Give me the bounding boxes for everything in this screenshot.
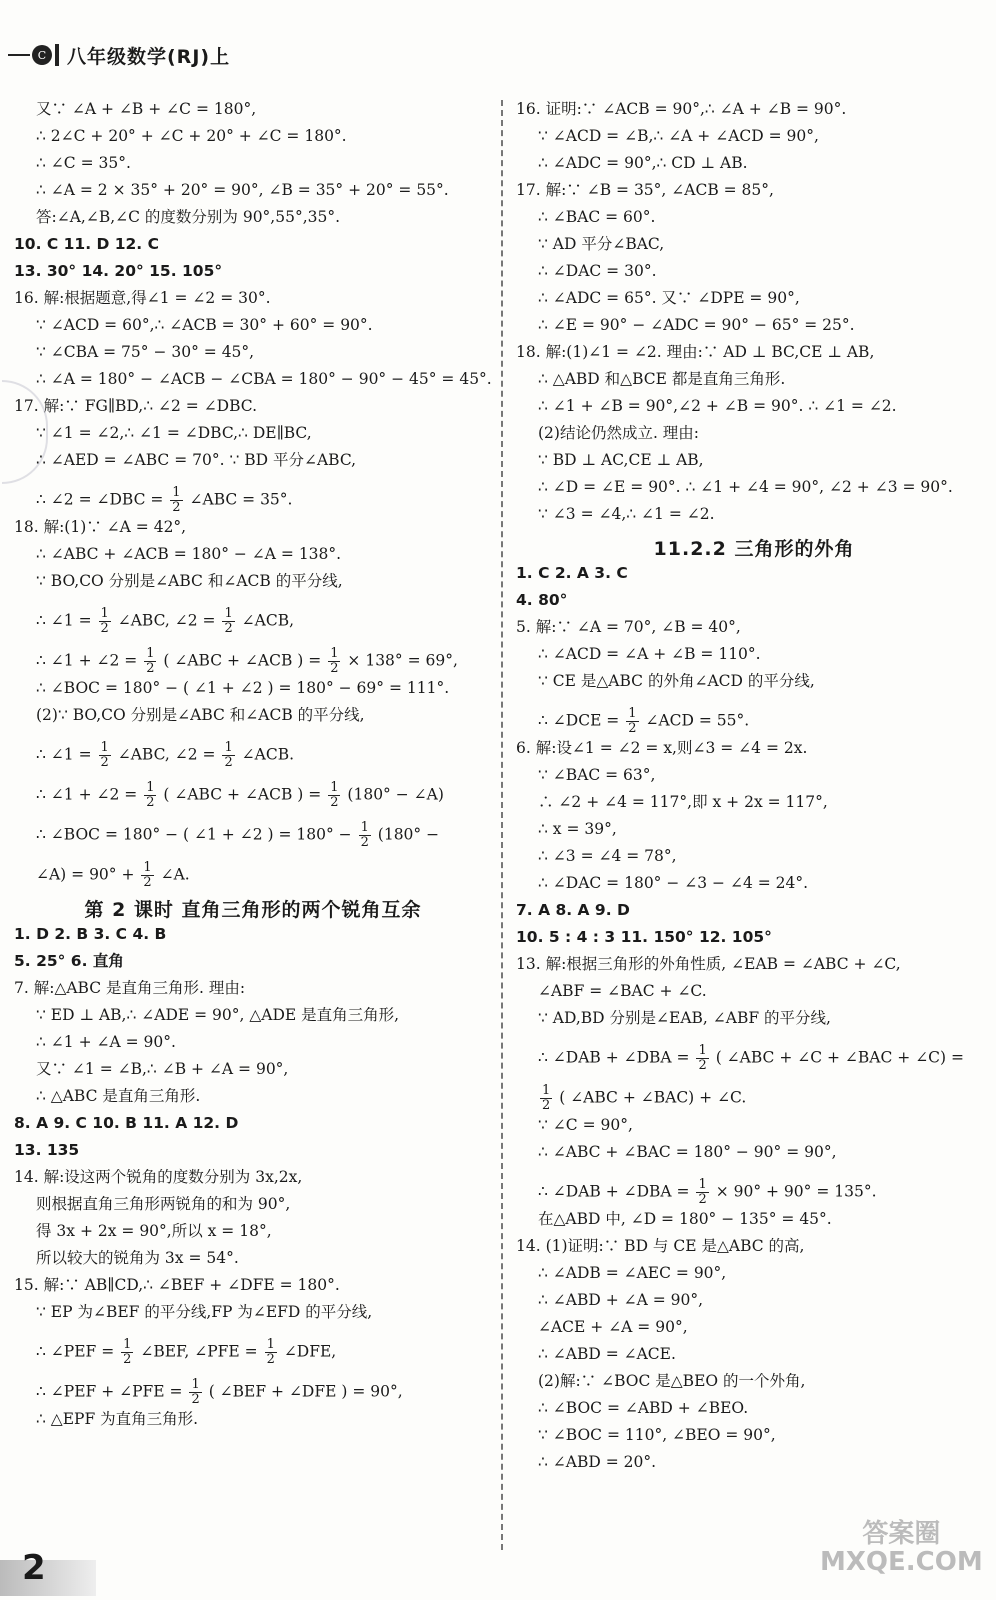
answer-line: 18. 解:(1)∠1 = ∠2. 理由:∵ AD ⊥ BC,CE ⊥ AB, xyxy=(516,343,875,361)
section-heading: 第 2 课时 直角三角形的两个锐角互余 xyxy=(84,899,422,921)
answer-line: 17. 解:∵ ∠B = 35°, ∠ACB = 85°, xyxy=(516,181,774,199)
answer-line: ∴ ∠A = 180° − ∠ACB − ∠CBA = 180° − 90° − 45° = 45°. xyxy=(36,370,492,388)
answer-line: ∴ ∠ABD + ∠A = 90°, xyxy=(538,1291,704,1309)
page-number: 2 xyxy=(22,1548,46,1588)
answer-line: ∴ ∠DAC = 180° − ∠3 − ∠4 = 24°. xyxy=(538,874,809,892)
answer-line: ∴ ∠E = 90° − ∠ADC = 90° − 65° = 25°. xyxy=(538,316,855,334)
fraction: $\frac{1}{2}$ xyxy=(224,606,233,636)
fraction: $\frac{1}{2}$ xyxy=(146,780,155,810)
fraction: $\frac{1}{2}$ xyxy=(330,780,339,810)
answer-line: ∵ ∠1 = ∠2,∴ ∠1 = ∠DBC,∴ DE∥BC, xyxy=(36,424,312,442)
answer-line: ∴ ∠3 = ∠4 = 78°, xyxy=(538,847,677,865)
answer-line: 13. 解:根据三角形的外角性质, ∠EAB = ∠ABC + ∠C, xyxy=(516,955,901,973)
header-logo-icon: C xyxy=(32,45,52,65)
answer-line: ∵ BD ⊥ AC,CE ⊥ AB, xyxy=(538,451,704,469)
answer-line: ∴ ∠2 + ∠4 = 117°,即 x + 2x = 117°, xyxy=(538,793,828,811)
answer-line: ∴ ∠BOC = 180° − ( ∠1 + ∠2 ) = 180° − $\frac{1}{2}$ (180° − xyxy=(36,820,440,850)
answer-line: ∴ ∠ADB = ∠AEC = 90°, xyxy=(538,1264,727,1282)
answer-line: 又∵ ∠1 = ∠B,∴ ∠B + ∠A = 90°, xyxy=(36,1060,289,1078)
fraction: $\frac{1}{2}$ xyxy=(100,740,109,770)
answer-line: ∴ ∠A = 2 × 35° + 20° = 90°, ∠B = 35° + 20° = 55°. xyxy=(36,181,449,199)
answer-line: ∵ BO,CO 分别是∠ABC 和∠ACB 的平分线, xyxy=(36,572,343,590)
answer-line: ∴ ∠PEF + ∠PFE = $\frac{1}{2}$ ( ∠BEF + ∠DFE ) = 90°, xyxy=(36,1377,403,1407)
header-title: 八年级数学(RJ)上 xyxy=(67,45,231,68)
answer-line: ∴ ∠1 + ∠2 = $\frac{1}{2}$ ( ∠ABC + ∠ACB ) = $\frac{1}{2}$ (180° − ∠A) xyxy=(36,780,444,810)
answer-line: 7. A 8. A 9. D xyxy=(516,901,630,919)
answer-line: ∴ ∠DAC = 30°. xyxy=(538,262,657,280)
answer-line: 13. 30° 14. 20° 15. 105° xyxy=(14,262,223,280)
answer-line: ∴ 2∠C + 20° + ∠C + 20° + ∠C = 180°. xyxy=(36,127,347,145)
answer-line: ∴ ∠ABD = ∠ACE. xyxy=(538,1345,676,1363)
fraction: $\frac{1}{2}$ xyxy=(266,1337,275,1367)
header-rule xyxy=(8,54,30,56)
answer-line: 10. C 11. D 12. C xyxy=(14,235,159,253)
answer-line: 在△ABD 中, ∠D = 180° − 135° = 45°. xyxy=(538,1210,832,1228)
answer-line: ∴ ∠BOC = 180° − ( ∠1 + ∠2 ) = 180° − 69° = 111°. xyxy=(36,679,450,697)
answer-line: ∴ △EPF 为直角三角形. xyxy=(36,1410,199,1428)
answer-line: 16. 证明:∵ ∠ACB = 90°,∴ ∠A + ∠B = 90°. xyxy=(516,100,847,118)
answer-line: 1. D 2. B 3. C 4. B xyxy=(14,925,167,943)
answer-line: 13. 135 xyxy=(14,1141,80,1159)
answer-line: 1. C 2. A 3. C xyxy=(516,564,628,582)
answer-line: 答:∠A,∠B,∠C 的度数分别为 90°,55°,35°. xyxy=(36,208,341,226)
answer-line: 5. 解:∵ ∠A = 70°, ∠B = 40°, xyxy=(516,618,741,636)
fraction: $\frac{1}{2}$ xyxy=(100,606,109,636)
answer-line: ∴ ∠ABC + ∠ACB = 180° − ∠A = 138°. xyxy=(36,545,342,563)
answer-line: ∴ ∠C = 35°. xyxy=(36,154,131,172)
answer-line: 15. 解:∵ AB∥CD,∴ ∠BEF + ∠DFE = 180°. xyxy=(14,1276,340,1294)
answer-line: ∴ ∠1 + ∠A = 90°. xyxy=(36,1033,176,1051)
answer-line: ∴ ∠1 = $\frac{1}{2}$ ∠ABC, ∠2 = $\frac{1}{2}$ ∠ACB, xyxy=(36,606,295,636)
answer-line: 16. 解:根据题意,得∠1 = ∠2 = 30°. xyxy=(14,289,271,307)
answer-line: 4. 80° xyxy=(516,591,568,609)
fraction: $\frac{1}{2}$ xyxy=(123,1337,132,1367)
answer-line: ∠ABF = ∠BAC + ∠C. xyxy=(538,982,707,1000)
answer-line: 17. 解:∵ FG∥BD,∴ ∠2 = ∠DBC. xyxy=(14,397,258,415)
answer-line: ∴ ∠DAB + ∠DBA = $\frac{1}{2}$ ( ∠ABC + ∠C + ∠BAC + ∠C) = xyxy=(538,1043,965,1073)
fraction: $\frac{1}{2}$ xyxy=(698,1177,707,1207)
fraction: $\frac{1}{2}$ xyxy=(698,1043,707,1073)
answer-line: ∵ ∠CBA = 75° − 30° = 45°, xyxy=(36,343,255,361)
answer-line: ∵ ∠ACD = 60°,∴ ∠ACB = 30° + 60° = 90°. xyxy=(36,316,373,334)
answer-line: ∴ ∠ACD = ∠A + ∠B = 110°. xyxy=(538,645,761,663)
answer-line: ∴ ∠1 + ∠B = 90°,∠2 + ∠B = 90°. ∴ ∠1 = ∠2. xyxy=(538,397,897,415)
answer-line: ∴ ∠BOC = ∠ABD + ∠BEO. xyxy=(538,1399,749,1417)
answer-line: ∴ ∠2 = ∠DBC = $\frac{1}{2}$ ∠ABC = 35°. xyxy=(36,485,293,515)
answer-line: ∵ ∠BOC = 110°, ∠BEO = 90°, xyxy=(538,1426,776,1444)
answer-line: 10. 5 : 4 : 3 11. 150° 12. 105° xyxy=(516,928,772,946)
answer-line: 又∵ ∠A + ∠B + ∠C = 180°, xyxy=(36,100,257,118)
answer-line: ∴ ∠ADC = 90°,∴ CD ⊥ AB. xyxy=(538,154,748,172)
fraction: $\frac{1}{2}$ xyxy=(628,706,637,736)
answer-line: ∴ ∠1 + ∠2 = $\frac{1}{2}$ ( ∠ABC + ∠ACB ) = $\frac{1}{2}$ × 138° = 69°, xyxy=(36,646,458,676)
answer-line: ∵ AD,BD 分别是∠EAB, ∠ABF 的平分线, xyxy=(538,1009,831,1027)
fraction: $\frac{1}{2}$ xyxy=(330,646,339,676)
answer-line: 所以较大的锐角为 3x = 54°. xyxy=(36,1249,239,1267)
fraction: $\frac{1}{2}$ xyxy=(146,646,155,676)
answer-line: ∠A) = 90° + $\frac{1}{2}$ ∠A. xyxy=(36,860,190,890)
fraction: $\frac{1}{2}$ xyxy=(360,820,369,850)
answer-line: (2)结论仍然成立. 理由: xyxy=(538,424,700,442)
left-column xyxy=(14,96,492,1433)
watermark-logo: 答案圈 MXQE.COM xyxy=(820,1519,983,1577)
answer-line: ∴ ∠AED = ∠ABC = 70°. ∵ BD 平分∠ABC, xyxy=(36,451,357,469)
answer-line: ∵ ∠ACD = ∠B,∴ ∠A + ∠ACD = 90°, xyxy=(538,127,819,145)
answer-line: 则根据直角三角形两锐角的和为 90°, xyxy=(36,1195,291,1213)
fraction: $\frac{1}{2}$ xyxy=(224,740,233,770)
answer-line: ∴ △ABD 和△BCE 都是直角三角形. xyxy=(538,370,786,388)
column-divider xyxy=(501,100,503,1550)
answer-line: ∴ ∠ADC = 65°. 又∵ ∠DPE = 90°, xyxy=(538,289,800,307)
fraction: $\frac{1}{2}$ xyxy=(191,1377,200,1407)
page-number-tab xyxy=(0,1560,96,1596)
answer-line: 5. 25° 6. 直角 xyxy=(14,952,124,970)
answer-line: ∵ ED ⊥ AB,∴ ∠ADE = 90°, △ADE 是直角三角形, xyxy=(36,1006,400,1024)
fraction: $\frac{1}{2}$ xyxy=(542,1083,551,1113)
answer-line: ∴ ∠ABD = 20°. xyxy=(538,1453,657,1471)
answer-line: ∴ △ABC 是直角三角形. xyxy=(36,1087,201,1105)
answer-line: 7. 解:△ABC 是直角三角形. 理由: xyxy=(14,979,246,997)
answer-line: 6. 解:设∠1 = ∠2 = x,则∠3 = ∠4 = 2x. xyxy=(516,739,808,757)
answer-line: ∵ EP 为∠BEF 的平分线,FP 为∠EFD 的平分线, xyxy=(36,1303,373,1321)
answer-line: ∴ ∠ABC + ∠BAC = 180° − 90° = 90°, xyxy=(538,1143,837,1161)
right-column xyxy=(516,96,992,1476)
answer-line: ∵ AD 平分∠BAC, xyxy=(538,235,665,253)
answer-line: ∴ ∠BAC = 60°. xyxy=(538,208,656,226)
answer-line: 18. 解:(1)∵ ∠A = 42°, xyxy=(14,518,187,536)
answer-line: ∴ ∠DAB + ∠DBA = $\frac{1}{2}$ × 90° + 90° = 135°. xyxy=(538,1177,877,1207)
answer-line: 8. A 9. C 10. B 11. A 12. D xyxy=(14,1114,239,1132)
answer-line: ∠ACE + ∠A = 90°, xyxy=(538,1318,688,1336)
fraction: $\frac{1}{2}$ xyxy=(172,485,181,515)
answer-line: ∴ ∠D = ∠E = 90°. ∴ ∠1 + ∠4 = 90°, ∠2 + ∠3 = 90°. xyxy=(538,478,953,496)
answer-line: ∵ ∠3 = ∠4,∴ ∠1 = ∠2. xyxy=(538,505,715,523)
answer-line: (2)∵ BO,CO 分别是∠ABC 和∠ACB 的平分线, xyxy=(36,706,365,724)
answer-line: 14. (1)证明:∵ BD 与 CE 是△ABC 的高, xyxy=(516,1237,805,1255)
answer-line: (2)解:∵ ∠BOC 是△BEO 的一个外角, xyxy=(538,1372,806,1390)
header-bar xyxy=(55,44,59,66)
answer-line: 得 3x + 2x = 90°,所以 x = 18°, xyxy=(36,1222,272,1240)
answer-line: ∴ x = 39°, xyxy=(538,820,617,838)
answer-line: 14. 解:设这两个锐角的度数分别为 3x,2x, xyxy=(14,1168,303,1186)
answer-line: ∵ ∠BAC = 63°, xyxy=(538,766,656,784)
fraction: $\frac{1}{2}$ xyxy=(143,860,152,890)
answer-line: ∵ ∠C = 90°, xyxy=(538,1116,633,1134)
answer-line: ∴ ∠DCE = $\frac{1}{2}$ ∠ACD = 55°. xyxy=(538,706,750,736)
answer-line: ∴ ∠PEF = $\frac{1}{2}$ ∠BEF, ∠PFE = $\frac{1}{2}$ ∠DFE, xyxy=(36,1337,337,1367)
page-header xyxy=(8,40,230,70)
section-heading: 11.2.2 三角形的外角 xyxy=(653,538,855,560)
answer-line: $\frac{1}{2}$ ( ∠ABC + ∠BAC) + ∠C. xyxy=(542,1083,747,1113)
answer-line: ∴ ∠1 = $\frac{1}{2}$ ∠ABC, ∠2 = $\frac{1}{2}$ ∠ACB. xyxy=(36,740,295,770)
answer-line: ∵ CE 是△ABC 的外角∠ACD 的平分线, xyxy=(538,672,815,690)
